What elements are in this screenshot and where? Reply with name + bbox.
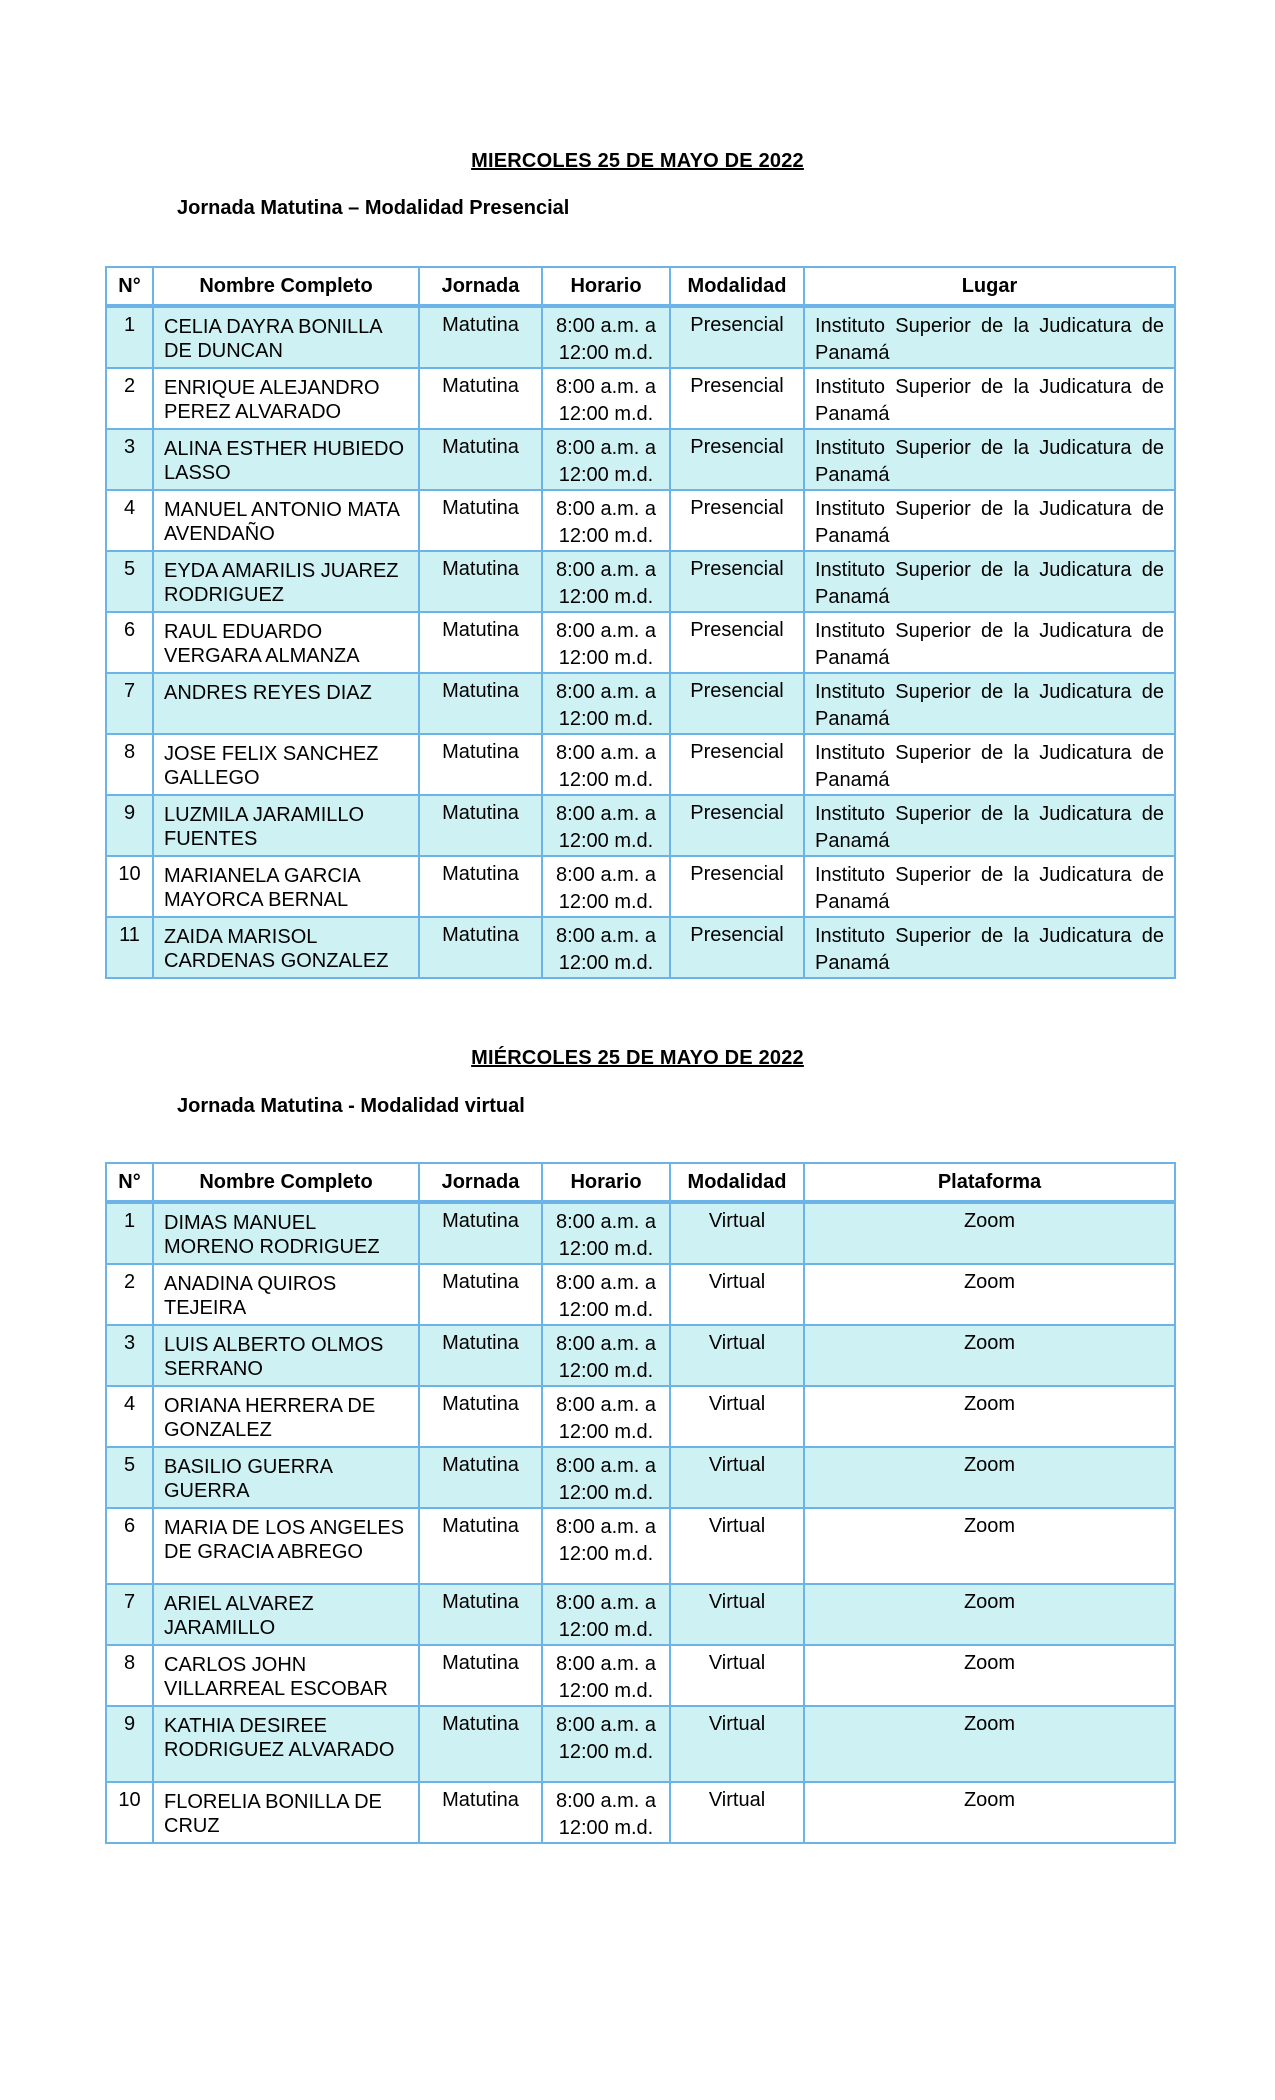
row-jornada: Matutina xyxy=(419,1508,542,1584)
row-jornada: Matutina xyxy=(419,368,542,429)
row-jornada: Matutina xyxy=(419,551,542,612)
row-lugar: Instituto Superior de la Judicatura de Panamá xyxy=(804,673,1175,734)
row-jornada: Matutina xyxy=(419,490,542,551)
row-number: 6 xyxy=(106,1508,153,1584)
row-plataforma: Zoom xyxy=(804,1447,1175,1508)
schedule-table-presencial xyxy=(105,266,1176,979)
table-row xyxy=(106,673,1175,734)
row-name: CELIA DAYRA BONILLA DE DUNCAN xyxy=(153,306,419,368)
row-horario: 8:00 a.m. a 12:00 m.d. xyxy=(542,551,670,612)
row-jornada: Matutina xyxy=(419,1264,542,1325)
section-title: MIÉRCOLES 25 DE MAYO DE 2022 xyxy=(471,1047,804,1069)
row-number: 5 xyxy=(106,551,153,612)
row-jornada: Matutina xyxy=(419,1447,542,1508)
row-horario: 8:00 a.m. a 12:00 m.d. xyxy=(542,1386,670,1447)
row-horario: 8:00 a.m. a 12:00 m.d. xyxy=(542,917,670,978)
row-lugar: Instituto Superior de la Judicatura de Panamá xyxy=(804,612,1175,673)
row-horario: 8:00 a.m. a 12:00 m.d. xyxy=(542,795,670,856)
row-jornada: Matutina xyxy=(419,1645,542,1706)
row-plataforma: Zoom xyxy=(804,1706,1175,1782)
row-plataforma: Zoom xyxy=(804,1508,1175,1584)
row-jornada: Matutina xyxy=(419,795,542,856)
row-modalidad: Presencial xyxy=(670,612,804,673)
row-number: 6 xyxy=(106,612,153,673)
row-number: 8 xyxy=(106,734,153,795)
row-name: RAUL EDUARDO VERGARA ALMANZA xyxy=(153,612,419,673)
row-horario: 8:00 a.m. a 12:00 m.d. xyxy=(542,1264,670,1325)
row-jornada: Matutina xyxy=(419,429,542,490)
section-subtitle: Jornada Matutina – Modalidad Presencial xyxy=(177,197,570,219)
table-row xyxy=(106,1508,1175,1584)
header-number: N° xyxy=(106,267,153,306)
header-number: N° xyxy=(106,1163,153,1202)
table-row xyxy=(106,795,1175,856)
row-modalidad: Virtual xyxy=(670,1645,804,1706)
row-number: 5 xyxy=(106,1447,153,1508)
row-lugar: Instituto Superior de la Judicatura de Panamá xyxy=(804,917,1175,978)
row-name: ALINA ESTHER HUBIEDO LASSO xyxy=(153,429,419,490)
table-row xyxy=(106,429,1175,490)
row-name: LUIS ALBERTO OLMOS SERRANO xyxy=(153,1325,419,1386)
table-row xyxy=(106,306,1175,368)
row-horario: 8:00 a.m. a 12:00 m.d. xyxy=(542,1447,670,1508)
row-jornada: Matutina xyxy=(419,1584,542,1645)
row-horario: 8:00 a.m. a 12:00 m.d. xyxy=(542,1508,670,1584)
row-lugar: Instituto Superior de la Judicatura de Panamá xyxy=(804,368,1175,429)
row-horario: 8:00 a.m. a 12:00 m.d. xyxy=(542,673,670,734)
row-plataforma: Zoom xyxy=(804,1202,1175,1264)
row-lugar: Instituto Superior de la Judicatura de Panamá xyxy=(804,306,1175,368)
row-name: KATHIA DESIREE RODRIGUEZ ALVARADO xyxy=(153,1706,419,1782)
row-number: 4 xyxy=(106,490,153,551)
row-number: 9 xyxy=(106,1706,153,1782)
row-modalidad: Virtual xyxy=(670,1202,804,1264)
row-name: JOSE FELIX SANCHEZ GALLEGO xyxy=(153,734,419,795)
row-plataforma: Zoom xyxy=(804,1645,1175,1706)
row-lugar: Instituto Superior de la Judicatura de Panamá xyxy=(804,551,1175,612)
row-jornada: Matutina xyxy=(419,673,542,734)
row-name: MARIANELA GARCIA MAYORCA BERNAL xyxy=(153,856,419,917)
row-jornada: Matutina xyxy=(419,1706,542,1782)
row-name: ENRIQUE ALEJANDRO PEREZ ALVARADO xyxy=(153,368,419,429)
row-modalidad: Virtual xyxy=(670,1782,804,1843)
row-modalidad: Virtual xyxy=(670,1508,804,1584)
row-modalidad: Presencial xyxy=(670,551,804,612)
row-modalidad: Presencial xyxy=(670,856,804,917)
row-number: 11 xyxy=(106,917,153,978)
row-number: 10 xyxy=(106,1782,153,1843)
row-jornada: Matutina xyxy=(419,734,542,795)
row-name: LUZMILA JARAMILLO FUENTES xyxy=(153,795,419,856)
row-jornada: Matutina xyxy=(419,1386,542,1447)
row-number: 2 xyxy=(106,368,153,429)
table-row xyxy=(106,1386,1175,1447)
row-name: EYDA AMARILIS JUAREZ RODRIGUEZ xyxy=(153,551,419,612)
row-plataforma: Zoom xyxy=(804,1386,1175,1447)
row-jornada: Matutina xyxy=(419,306,542,368)
table-row xyxy=(106,1584,1175,1645)
header-horario: Horario xyxy=(542,267,670,306)
table-row xyxy=(106,917,1175,978)
row-number: 9 xyxy=(106,795,153,856)
row-modalidad: Virtual xyxy=(670,1584,804,1645)
table-row xyxy=(106,551,1175,612)
header-lugar: Lugar xyxy=(804,267,1175,306)
row-horario: 8:00 a.m. a 12:00 m.d. xyxy=(542,429,670,490)
table-row xyxy=(106,1325,1175,1386)
row-horario: 8:00 a.m. a 12:00 m.d. xyxy=(542,1202,670,1264)
row-number: 3 xyxy=(106,1325,153,1386)
row-number: 10 xyxy=(106,856,153,917)
row-jornada: Matutina xyxy=(419,856,542,917)
row-jornada: Matutina xyxy=(419,1782,542,1843)
row-modalidad: Presencial xyxy=(670,795,804,856)
row-modalidad: Presencial xyxy=(670,368,804,429)
header-modalidad: Modalidad xyxy=(670,267,804,306)
header-name: Nombre Completo xyxy=(153,1163,419,1202)
row-modalidad: Presencial xyxy=(670,734,804,795)
row-modalidad: Virtual xyxy=(670,1386,804,1447)
header-modalidad: Modalidad xyxy=(670,1163,804,1202)
row-modalidad: Virtual xyxy=(670,1706,804,1782)
section-subtitle: Jornada Matutina - Modalidad virtual xyxy=(177,1095,525,1117)
row-lugar: Instituto Superior de la Judicatura de Panamá xyxy=(804,734,1175,795)
row-plataforma: Zoom xyxy=(804,1325,1175,1386)
row-horario: 8:00 a.m. a 12:00 m.d. xyxy=(542,1706,670,1782)
row-modalidad: Presencial xyxy=(670,917,804,978)
header-name: Nombre Completo xyxy=(153,267,419,306)
table-row xyxy=(106,368,1175,429)
row-modalidad: Presencial xyxy=(670,490,804,551)
row-horario: 8:00 a.m. a 12:00 m.d. xyxy=(542,306,670,368)
row-horario: 8:00 a.m. a 12:00 m.d. xyxy=(542,1782,670,1843)
row-lugar: Instituto Superior de la Judicatura de Panamá xyxy=(804,490,1175,551)
row-lugar: Instituto Superior de la Judicatura de Panamá xyxy=(804,795,1175,856)
table-row xyxy=(106,1782,1175,1843)
row-plataforma: Zoom xyxy=(804,1782,1175,1843)
row-name: ARIEL ALVAREZ JARAMILLO xyxy=(153,1584,419,1645)
row-lugar: Instituto Superior de la Judicatura de Panamá xyxy=(804,429,1175,490)
row-horario: 8:00 a.m. a 12:00 m.d. xyxy=(542,856,670,917)
table-row xyxy=(106,734,1175,795)
row-name: CARLOS JOHN VILLARREAL ESCOBAR xyxy=(153,1645,419,1706)
row-horario: 8:00 a.m. a 12:00 m.d. xyxy=(542,490,670,551)
table-row xyxy=(106,1447,1175,1508)
row-horario: 8:00 a.m. a 12:00 m.d. xyxy=(542,612,670,673)
row-number: 3 xyxy=(106,429,153,490)
table-row xyxy=(106,1264,1175,1325)
schedule-table-virtual xyxy=(105,1162,1176,1844)
row-jornada: Matutina xyxy=(419,1202,542,1264)
row-horario: 8:00 a.m. a 12:00 m.d. xyxy=(542,368,670,429)
row-jornada: Matutina xyxy=(419,612,542,673)
header-jornada: Jornada xyxy=(419,1163,542,1202)
row-jornada: Matutina xyxy=(419,917,542,978)
row-horario: 8:00 a.m. a 12:00 m.d. xyxy=(542,1325,670,1386)
row-name: BASILIO GUERRA GUERRA xyxy=(153,1447,419,1508)
row-jornada: Matutina xyxy=(419,1325,542,1386)
table-row xyxy=(106,856,1175,917)
row-number: 8 xyxy=(106,1645,153,1706)
row-name: FLORELIA BONILLA DE CRUZ xyxy=(153,1782,419,1843)
row-modalidad: Virtual xyxy=(670,1447,804,1508)
row-name: ORIANA HERRERA DE GONZALEZ xyxy=(153,1386,419,1447)
row-number: 7 xyxy=(106,673,153,734)
row-modalidad: Virtual xyxy=(670,1264,804,1325)
table-row xyxy=(106,1202,1175,1264)
table-row xyxy=(106,1706,1175,1782)
row-plataforma: Zoom xyxy=(804,1264,1175,1325)
row-name: ANADINA QUIROS TEJEIRA xyxy=(153,1264,419,1325)
header-plataforma: Plataforma xyxy=(804,1163,1175,1202)
section-title: MIERCOLES 25 DE MAYO DE 2022 xyxy=(471,150,804,172)
table-row xyxy=(106,490,1175,551)
row-modalidad: Presencial xyxy=(670,673,804,734)
row-name: ANDRES REYES DIAZ xyxy=(153,673,419,734)
header-horario: Horario xyxy=(542,1163,670,1202)
row-name: DIMAS MANUEL MORENO RODRIGUEZ xyxy=(153,1202,419,1264)
row-number: 4 xyxy=(106,1386,153,1447)
row-modalidad: Virtual xyxy=(670,1325,804,1386)
row-name: ZAIDA MARISOL CARDENAS GONZALEZ xyxy=(153,917,419,978)
row-number: 7 xyxy=(106,1584,153,1645)
row-horario: 8:00 a.m. a 12:00 m.d. xyxy=(542,734,670,795)
row-number: 1 xyxy=(106,1202,153,1264)
table-row xyxy=(106,612,1175,673)
row-modalidad: Presencial xyxy=(670,429,804,490)
row-name: MARIA DE LOS ANGELES DE GRACIA ABREGO xyxy=(153,1508,419,1584)
row-number: 1 xyxy=(106,306,153,368)
row-plataforma: Zoom xyxy=(804,1584,1175,1645)
row-horario: 8:00 a.m. a 12:00 m.d. xyxy=(542,1584,670,1645)
row-modalidad: Presencial xyxy=(670,306,804,368)
table-row xyxy=(106,1645,1175,1706)
row-name: MANUEL ANTONIO MATA AVENDAÑO xyxy=(153,490,419,551)
row-lugar: Instituto Superior de la Judicatura de Panamá xyxy=(804,856,1175,917)
row-number: 2 xyxy=(106,1264,153,1325)
header-jornada: Jornada xyxy=(419,267,542,306)
row-horario: 8:00 a.m. a 12:00 m.d. xyxy=(542,1645,670,1706)
